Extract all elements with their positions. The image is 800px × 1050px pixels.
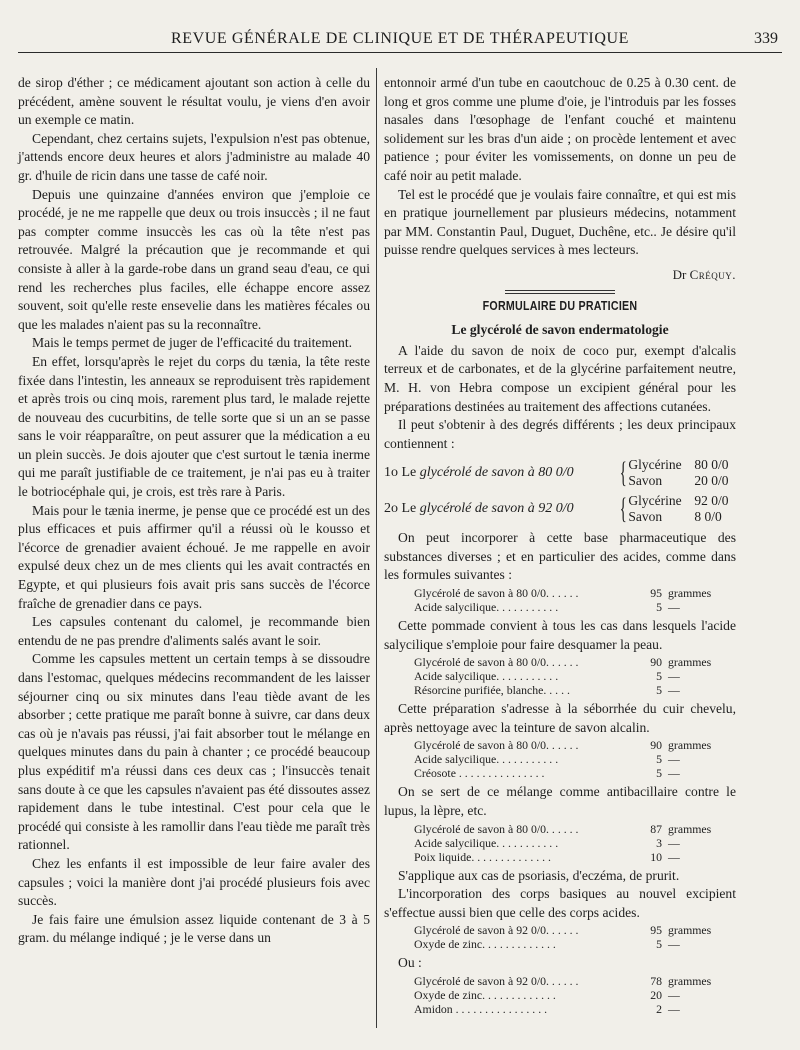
ingredient-quantity: 95 bbox=[650, 586, 662, 601]
formula-name: glycérolé de savon à 92 0/0 bbox=[419, 500, 574, 516]
formula-article: Le bbox=[401, 500, 417, 516]
prescription-line bbox=[414, 923, 736, 937]
prescription-2 bbox=[414, 655, 736, 697]
ingredient-quantity: 3 bbox=[656, 835, 662, 850]
ingredient-name: Glycérolé de savon à 80 0/0. . . . . . bbox=[414, 586, 579, 601]
prescription-line bbox=[414, 988, 736, 1002]
ingredient-unit: grammes bbox=[668, 923, 712, 938]
ingredient-unit: grammes bbox=[668, 974, 712, 988]
ingredient-quantity: 5 bbox=[656, 669, 662, 684]
prescription-3 bbox=[414, 738, 736, 780]
ingredient-name: Amidon . . . . . . . . . . . . . . . . bbox=[414, 1002, 548, 1016]
article-subheading: Le glycérolé de savon endermatologie bbox=[451, 322, 669, 338]
prescription-line bbox=[414, 974, 736, 988]
paragraph: Les capsules contenant du calomel, je recommande bien entendu de ne pas prendre d'aliments salés avant le soir. bbox=[18, 614, 370, 648]
prescription-1 bbox=[414, 586, 736, 614]
ingredient-quantity: 20 bbox=[650, 988, 662, 1002]
prescription-line bbox=[414, 600, 736, 614]
column-divider bbox=[376, 68, 377, 1028]
paragraph: Tel est le procédé que je voulais faire connaître, et qui est mis en pratique journellement par plusieurs médecins, notamment par MM. Constantin Paul, Duguet, Duchêne, etc.. Je désire qu'il puisse rendre quelques services à mes lecteurs. bbox=[384, 186, 736, 258]
ingredient-name: Glycérolé de savon à 92 0/0. . . . . . bbox=[414, 974, 579, 988]
formula-composition bbox=[628, 457, 728, 489]
prescription-line bbox=[414, 586, 736, 600]
paragraph: de sirop d'éther ; ce médicament ajoutant son action à celle du précédent, amène souvent le résultat voulu, je viens d'en avoir un exemple ce matin. bbox=[18, 75, 370, 128]
component-value: 92 0/0 bbox=[694, 493, 729, 509]
paragraph: Chez les enfants il est impossible de leur faire avaler des capsules ; voici la manière dont j'ai procédé plusieurs fois avec succès. bbox=[18, 855, 370, 909]
paragraph: Depuis une quinzaine d'années environ que j'emploie ce procédé, je ne me rappelle que deux ou trois insuccès ; il ne faut pas compter comme insuccès les cas où la tête n'est pas retrouvée. Malgré la précaution que je recommande et qui consiste à aller à la garde-robe dans un grand seau d'eau, ce qui rend les recherches plus faciles, elle échappe encore assez souvent, soit qu'elle reste ensevelie dans les matières fécales ou que les malades n'aient pas su la reconnaître. bbox=[18, 186, 370, 332]
ingredient-unit: grammes bbox=[668, 738, 712, 753]
ingredient-quantity: 5 bbox=[656, 683, 662, 698]
prescription-line bbox=[414, 836, 736, 850]
paragraph: Mais pour le tænia inerme, je pense que ce procédé est un des plus efficaces et puis affirmer qu'il a réussi où le kousso et l'écorce de grenadier avaient échoué. Je me rappelle en avoir expulsé deux chez un de mes clients qui les avait contractés en Egypte, et qui plusieurs fois avait pris sans succès de l'écorce fraîche de grenadier dans ce pays. bbox=[18, 502, 370, 611]
paragraph: Il peut s'obtenir à des degrés différents ; les deux principaux contiennent : bbox=[384, 417, 736, 451]
paragraph: On peut incorporer à cette base pharmaceutique des substances diverses ; et en particulier des acides, comme dans les formules suivantes : bbox=[384, 530, 736, 583]
prescription-line bbox=[414, 655, 736, 669]
ingredient-unit: — bbox=[668, 988, 680, 1002]
prescription-line bbox=[414, 683, 736, 697]
prescription-line bbox=[414, 738, 736, 752]
ingredient-quantity: 90 bbox=[650, 738, 662, 753]
ingredient-quantity: 5 bbox=[656, 752, 662, 767]
prescription-line bbox=[414, 937, 736, 951]
formula-1 bbox=[384, 457, 736, 489]
formula-article: Le bbox=[401, 464, 417, 480]
formula-number: 1o bbox=[384, 464, 398, 480]
ingredient-name: Glycérolé de savon à 80 0/0. . . . . . bbox=[414, 738, 579, 753]
component-value: 80 0/0 bbox=[694, 457, 729, 473]
ingredient-name: Acide salycilique. . . . . . . . . . . bbox=[414, 752, 559, 767]
left-column bbox=[18, 74, 370, 948]
ingredient-name: Oxyde de zinc. . . . . . . . . . . . . bbox=[414, 988, 556, 1002]
signature bbox=[384, 266, 736, 285]
right-column bbox=[384, 74, 736, 1019]
formula-composition bbox=[628, 493, 728, 525]
ingredient-quantity: 87 bbox=[650, 821, 662, 836]
section-rule bbox=[505, 290, 615, 294]
ingredient-unit: grammes bbox=[668, 821, 712, 836]
prescription-line bbox=[414, 766, 736, 780]
section-title: FORMULAIRE DU PRATICIEN bbox=[482, 297, 638, 313]
page-number: 339 bbox=[754, 30, 778, 47]
ingredient-name: Poix liquide. . . . . . . . . . . . . . bbox=[414, 849, 551, 864]
formula-label bbox=[384, 500, 616, 519]
ingredient-unit: — bbox=[668, 849, 680, 864]
paragraph: En effet, lorsqu'après le rejet du corps du tænia, la tête reste fixée dans l'intestin, les anneaux se reproduisent très rapidement et après trois ou cinq mois, rarement plus tard, le malade rejette de nouveau des cucurbitins, de telle sorte que si un an se passe sans le voir réapparaître, on peut assurer que la médication a eu un plein succès. Je dois ajouter que c'est surtout le tænia inerme qui me paraît justifiable de ce traitement, je n'ai pas eu à traiter le botriocéphale qui, je crois, est très rare à Paris. bbox=[18, 353, 370, 500]
ingredient-quantity: 95 bbox=[650, 923, 662, 938]
ingredient-unit: — bbox=[668, 600, 680, 615]
ingredient-unit: — bbox=[668, 1002, 680, 1016]
ingredient-unit: — bbox=[668, 835, 680, 850]
signature-prefix: Dr bbox=[672, 266, 687, 282]
brace: { bbox=[619, 492, 627, 526]
running-header bbox=[18, 28, 782, 53]
component-value: 8 0/0 bbox=[694, 509, 722, 525]
formula-number: 2o bbox=[384, 500, 398, 516]
alternative-label: Ou : bbox=[398, 955, 422, 971]
prescription-line bbox=[414, 822, 736, 836]
formula-label bbox=[384, 464, 616, 483]
prescription-4 bbox=[414, 822, 736, 864]
paragraph: On se sert de ce mélange comme antibacillaire contre le lupus, la lèpre, etc. bbox=[384, 784, 736, 819]
formula-name: glycérolé de savon à 80 0/0 bbox=[419, 464, 574, 480]
ingredient-quantity: 5 bbox=[656, 937, 662, 952]
component-value: 20 0/0 bbox=[694, 473, 729, 489]
ingredient-name: Acide salycilique. . . . . . . . . . . bbox=[414, 600, 559, 615]
prescription-5 bbox=[414, 923, 736, 951]
ingredient-name: Glycérolé de savon à 92 0/0. . . . . . bbox=[414, 923, 579, 938]
brace: { bbox=[619, 456, 627, 490]
signature-name: Créquy. bbox=[689, 266, 736, 282]
ingredient-name: Glycérolé de savon à 80 0/0. . . . . . bbox=[414, 821, 579, 836]
prescription-line bbox=[414, 1002, 736, 1016]
ingredient-quantity: 78 bbox=[650, 974, 662, 988]
ingredient-name: Acide salycilique. . . . . . . . . . . bbox=[414, 669, 559, 684]
journal-title: REVUE GÉNÉRALE DE CLINIQUE ET DE THÉRAPEUTIQUE bbox=[170, 30, 630, 47]
ingredient-quantity: 90 bbox=[650, 655, 662, 670]
ingredient-unit: — bbox=[668, 937, 680, 952]
component-name: Glycérine bbox=[628, 493, 682, 509]
prescription-line bbox=[414, 669, 736, 683]
paragraph: Cette préparation s'adresse à la séborrhée du cuir chevelu, après nettoyage avec la teinture de savon alcalin. bbox=[384, 701, 736, 735]
paragraph: S'applique aux cas de psoriasis, d'eczéma, de prurit. bbox=[398, 867, 680, 883]
ingredient-unit: grammes bbox=[668, 586, 712, 601]
prescription-6 bbox=[414, 974, 736, 1016]
ingredient-unit: — bbox=[668, 766, 680, 781]
component-name: Savon bbox=[628, 473, 663, 489]
paragraph: Comme les capsules mettent un certain temps à se dissoudre dans l'estomac, quelques médecins recommandent de les laisser séjourner cinq ou six minutes dans l'eau tiède avant de les absorber ; cette pratique me paraît bonne à suivre, car dans deux cas où je n'avais pas réussi, j'ai fait absorber tout le mélange en quelques minutes dans du pain à chanter ; ce procédé beaucoup plus expéditif m'a réussi dans ces deux cas ; l'insuccès tenait sans doute à ce que les capsules n'avaient pas été dissoutes assez rapidement dans le tube intestinal. C'est pour cela que le procédé qui consiste à les ramollir dans l'eau tiède me paraît très rationnel. bbox=[18, 651, 370, 853]
ingredient-quantity: 2 bbox=[656, 1002, 662, 1016]
prescription-line bbox=[414, 850, 736, 864]
paragraph: L'incorporation des corps basiques au nouvel excipient s'effectue aussi bien que celle des corps acides. bbox=[384, 886, 736, 920]
component-name: Savon bbox=[628, 509, 663, 525]
formula-2 bbox=[384, 493, 736, 525]
ingredient-unit: — bbox=[668, 752, 680, 767]
ingredient-name: Résorcine purifiée, blanche. . . . . bbox=[414, 683, 570, 698]
paragraph: Cependant, chez certains sujets, l'expulsion n'est pas obtenue, j'attends encore deux heures et alors j'administre au malade 40 gr. d'huile de ricin dans une tasse de café noir. bbox=[18, 130, 370, 183]
paragraph: Cette pommade convient à tous les cas dans lesquels l'acide salycilique s'emploie pour faire desquamer la peau. bbox=[384, 618, 736, 652]
ingredient-name: Glycérolé de savon à 80 0/0. . . . . . bbox=[414, 655, 579, 670]
ingredient-unit: — bbox=[668, 683, 680, 698]
ingredient-unit: — bbox=[668, 669, 680, 684]
ingredient-name: Créosote . . . . . . . . . . . . . . . bbox=[414, 766, 545, 781]
paragraph: entonnoir armé d'un tube en caoutchouc de 0.25 à 0.30 cent. de long et gros comme une plume d'oie, je l'introduis par les fosses nasales dans l'œsophage de l'enfant couché et maintenu solidement sur les bras d'un aide ; on procède lentement et avec patience ; pour éviter les vomissements, on donne un peu de café noir au petit malade. bbox=[384, 75, 736, 183]
paragraph: A l'aide du savon de noix de coco pur, exempt d'alcalis terreux et de carbonates, et de la glycérine parfaitement neutre, M. H. von Hebra compose un excipient général pour les préparations destinées au traitement des affections cutanées. bbox=[384, 342, 736, 414]
paragraph: Je fais faire une émulsion assez liquide contenant de 3 à 5 gram. du mélange indiqué ; je le verse dans un bbox=[18, 911, 370, 946]
paragraph: Mais le temps permet de juger de l'efficacité du traitement. bbox=[32, 335, 353, 351]
ingredient-name: Acide salycilique. . . . . . . . . . . bbox=[414, 835, 559, 850]
ingredient-quantity: 10 bbox=[650, 849, 662, 864]
ingredient-name: Oxyde de zinc. . . . . . . . . . . . . bbox=[414, 937, 556, 952]
prescription-line bbox=[414, 752, 736, 766]
component-name: Glycérine bbox=[628, 457, 682, 473]
ingredient-quantity: 5 bbox=[656, 766, 662, 781]
ingredient-quantity: 5 bbox=[656, 600, 662, 615]
ingredient-unit: grammes bbox=[668, 655, 712, 670]
